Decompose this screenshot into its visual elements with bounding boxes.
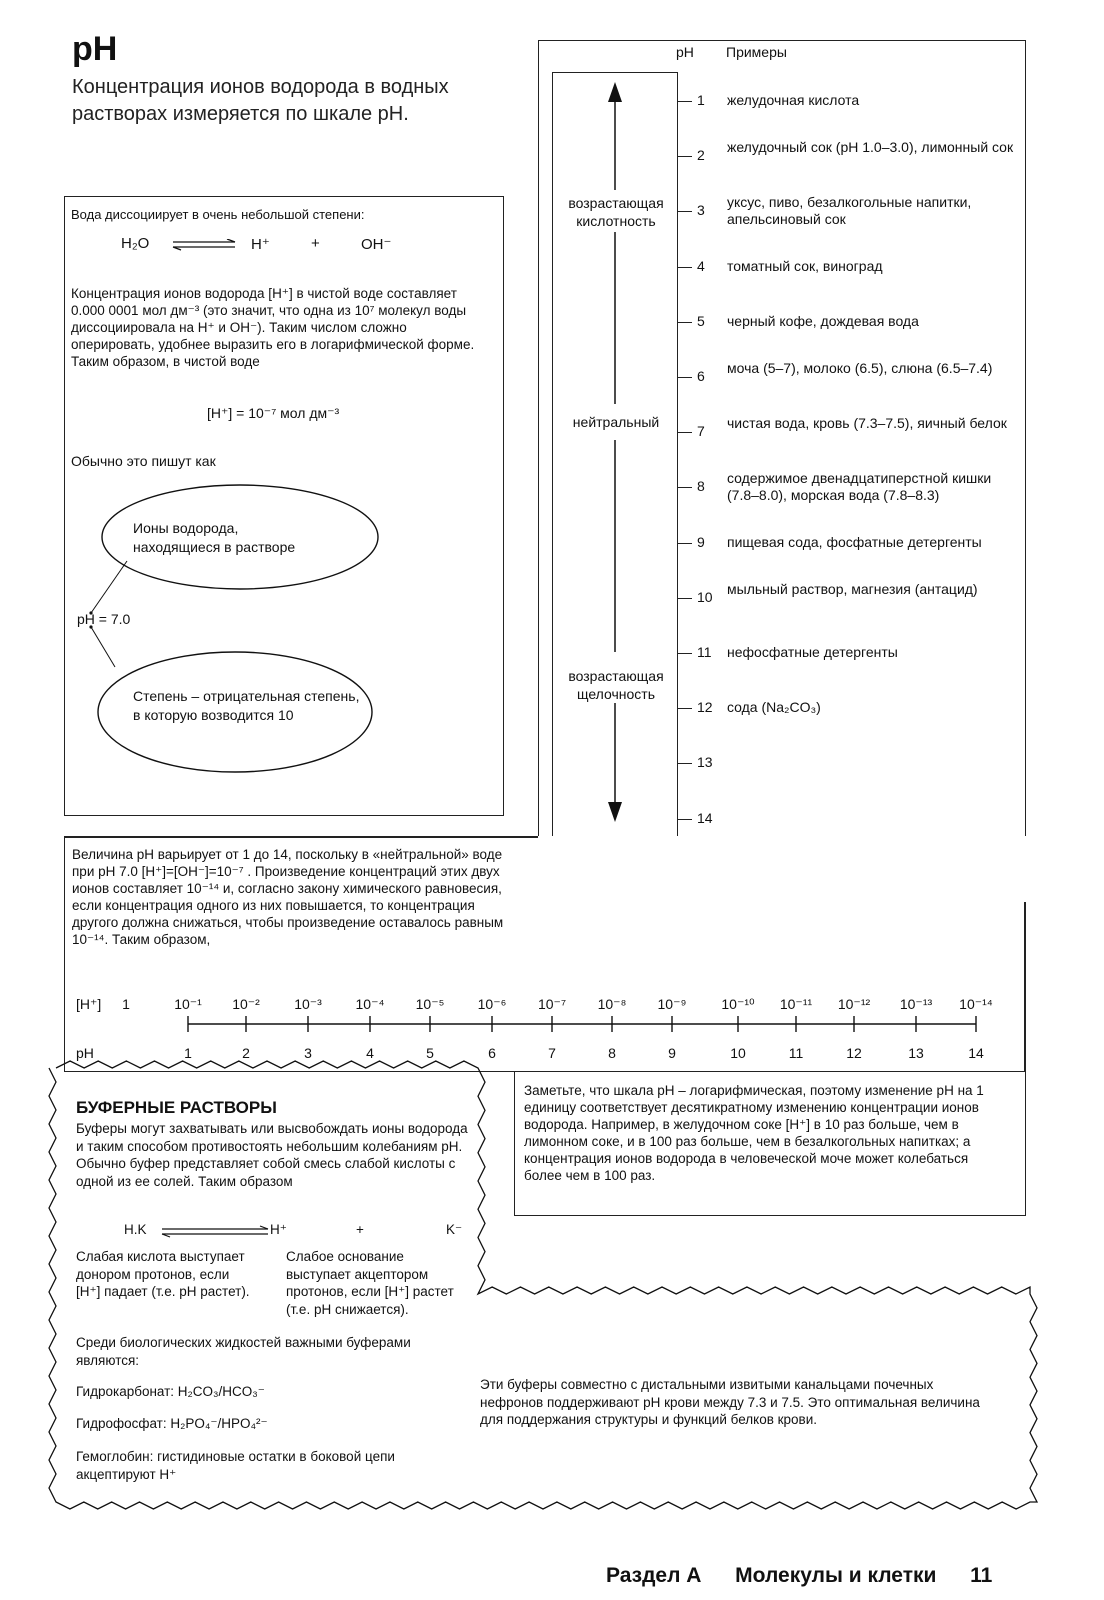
h-value-0: 1 (122, 996, 130, 1012)
bubble-negative-exponent: Степень – отрицательная степень, в которую возводится 10 (133, 688, 360, 723)
h-value-6: 10⁻⁶ (477, 996, 507, 1012)
footer-chapter: Молекулы и клетки (735, 1564, 937, 1587)
examples-column-header: Примеры (726, 44, 787, 60)
biological-buffers-intro: Среди биологических жидкостей важными буферами являются: (76, 1335, 411, 1368)
page-number: 11 (970, 1564, 993, 1587)
ph-example-9: пищевая сода, фосфатные детергенты (727, 533, 982, 550)
h-value-12: 10⁻¹² (837, 996, 871, 1012)
h-value-5: 10⁻⁵ (415, 996, 445, 1012)
ph-column-header: pH (676, 44, 694, 60)
equation-water: H₂O (121, 235, 150, 252)
acidity-label: возрастающая кислотность (558, 194, 674, 230)
ph-level-6: 6 (697, 368, 705, 384)
ph-axis-value-6: 6 (488, 1045, 496, 1061)
alkalinity-label: возрастающая щелочность (558, 667, 674, 703)
buffers-heading: БУФЕРНЫЕ РАСТВОРЫ (76, 1098, 277, 1117)
ph-axis-value-3: 3 (304, 1045, 312, 1061)
ph-level-12: 12 (697, 699, 713, 716)
h-value-8: 10⁻⁸ (597, 996, 627, 1012)
ph-level-8: 8 (697, 478, 705, 495)
ph-axis-value-11: 11 (788, 1045, 804, 1061)
ph-axis-value-4: 4 (366, 1045, 374, 1061)
ph-example-2: желудочный сок (pH 1.0–3.0), лимонный сок (727, 139, 1014, 156)
ph-example-3: уксус, пиво, безалкогольные напитки, апельсиновый сок (727, 194, 972, 228)
equation-hydrogen-ion: H⁺ (251, 236, 270, 253)
range-text: Величина pH варьирует от 1 до 14, поскольку в «нейтральной» воде при pH 7.0 [H⁺]=[OH⁻]=10⁻⁷ . Произведение концентраций этих двух ионов составляет 10⁻¹⁴ и, согласно закону химического равновесия, если концентрация одного из них повышается, то концентрация другого должна снижаться, чтобы произведение оставалось равным 10⁻¹⁴. Таким образом, (72, 847, 504, 947)
ph-level-5: 5 (697, 312, 705, 329)
water-intro: Вода диссоциирует в очень небольшой степени: (71, 207, 365, 222)
hemoglobin-buffer: Гемоглобин: гистидиновые остатки в боковой цепи акцептируют H⁺ (76, 1449, 395, 1482)
bicarbonate-buffer: Гидрокарбонат: H₂CO₃/HCO₃⁻ (76, 1384, 265, 1399)
ph-level-3: 3 (697, 202, 705, 219)
footer-section: Раздел А (606, 1564, 702, 1587)
ph-value: pH = 7.0 (77, 611, 131, 627)
logarithmic-note: Заметьте, что шкала pH – логарифмическая, поэтому изменение pH на 1 единицу соответствует десятикратному изменению концентрации ионов водорода. Например, в желудочном соке [H⁺] в 10 раз больше, чем в лимонном соке, и в 100 раз больше, чем в безалкогольных напитках; а концентрация ионов водорода в человеческой моче может колебаться более чем в 100 раз. (524, 1083, 984, 1183)
ph-example-12: сода (Na₂CO₃) (727, 699, 821, 716)
ph-row-label: pH (76, 1045, 94, 1061)
ph-level-9: 9 (697, 533, 705, 550)
h-value-7: 10⁻⁷ (537, 996, 567, 1012)
ph-axis-value-8: 8 (608, 1045, 616, 1061)
ph-axis-value-1: 1 (184, 1045, 192, 1061)
bubble-hydrogen-ions: Ионы водорода, находящиеся в растворе (133, 520, 296, 555)
h-value-10: 10⁻¹⁰ (721, 996, 755, 1012)
ph-level-11: 11 (697, 644, 712, 660)
ph-level-7: 7 (697, 423, 705, 440)
ph-axis-value-13: 13 (908, 1045, 924, 1061)
water-paragraph: Концентрация ионов водорода [H⁺] в чистой воде составляет 0.000 0001 мол дм⁻³ (это значит, что одна из 10⁷ молекул воды диссоциировала на H⁺ и OH⁻). Таким числом сложно оперировать, удобнее выразить его в логарифмической форме. Таким образом, в чистой воде (71, 286, 475, 369)
buffer-hydrogen-ion: H⁺ (270, 1222, 287, 1237)
ph-example-4: томатный сок, виноград (727, 257, 883, 274)
ph-axis-value-9: 9 (668, 1045, 676, 1061)
h-value-14: 10⁻¹⁴ (959, 996, 993, 1012)
h-concentration-label: [H⁺] (76, 996, 102, 1012)
buffer-equilibrium-arrow-icon (160, 1225, 270, 1239)
ph-axis-value-5: 5 (426, 1045, 434, 1061)
ph-axis-value-2: 2 (242, 1045, 250, 1061)
ph-level-4: 4 (697, 257, 705, 274)
weak-acid-note: Слабая кислота выступает донором протонов, если [H⁺] падает (т.е. pH растет). (76, 1249, 250, 1299)
ph-axis-value-12: 12 (846, 1045, 862, 1061)
usually-written: Обычно это пишут как (71, 453, 216, 469)
ph-example-1: желудочная кислота (727, 92, 860, 108)
h-value-9: 10⁻⁹ (657, 996, 687, 1012)
neutral-label: нейтральный (558, 414, 674, 430)
ph-axis-value-7: 7 (548, 1045, 556, 1061)
ph-level-13: 13 (697, 754, 713, 771)
ph-level-2: 2 (697, 147, 705, 164)
h-value-1: 10⁻¹ (174, 996, 202, 1012)
weak-base-note: Слабое основание выступает акцептором протонов, если [H⁺] растет (т.е. pH снижается). (286, 1249, 454, 1317)
page-subtitle: Концентрация ионов водорода в водных растворах измеряется по шкале pH. (72, 76, 449, 125)
h-value-11: 10⁻¹¹ (779, 996, 813, 1012)
buffer-weak-acid: H.K (124, 1222, 147, 1237)
ph-axis-value-10: 10 (730, 1045, 746, 1061)
h-value-3: 10⁻³ (294, 996, 322, 1012)
equation-plus: + (311, 235, 320, 252)
buffer-equation (124, 1222, 484, 1242)
ph-example-5: черный кофе, дождевая вода (727, 312, 919, 329)
h-value-4: 10⁻⁴ (355, 996, 385, 1012)
hydrophosphate-buffer: Гидрофосфат: H₂PO₄⁻/HPO₄²⁻ (76, 1416, 268, 1431)
blood-ph-note: Эти буферы совместно с дистальными извитыми канальцами почечных нефронов поддерживают pH крови между 7.3 и 7.5. Это оптимальная величина для поддержания структуры и функций белков крови. (480, 1377, 980, 1427)
page-title: pH (72, 30, 118, 68)
ph-level-10: 10 (697, 588, 713, 605)
h-value-2: 10⁻² (232, 996, 260, 1012)
buffers-intro: Буферы могут захватывать или высвобождать ионы водорода и таким способом противостоять небольшим колебаниям pH. Обычно буфер представляет собой смесь слабой кислоты с одной из ее солей. Таким образом (76, 1121, 468, 1189)
ph-example-6: моча (5–7), молоко (6.5), слюна (6.5–7.4) (727, 360, 993, 376)
ph-example-7: чистая вода, кровь (7.3–7.5), яичный белок (727, 415, 1007, 432)
ph-level-14: 14 (697, 809, 713, 826)
equation-hydroxide-ion: OH⁻ (361, 236, 392, 253)
ph-example-11: нефосфатные детергенты (727, 644, 898, 660)
ph-example-8: содержимое двенадцатиперстной кишки (7.8–8.0), морская вода (7.8–8.3) (727, 470, 992, 504)
ph-level-1: 1 (697, 92, 705, 108)
ph-example-10: мыльный раствор, магнезия (антацид) (727, 580, 978, 597)
ph-axis-value-14: 14 (968, 1045, 984, 1061)
footer (606, 1564, 992, 1588)
buffer-anion: K⁻ (446, 1222, 463, 1237)
h-value-13: 10⁻¹³ (899, 996, 933, 1012)
water-formula: [H⁺] = 10⁻⁷ мол дм⁻³ (207, 405, 340, 421)
buffer-plus: + (356, 1222, 364, 1237)
